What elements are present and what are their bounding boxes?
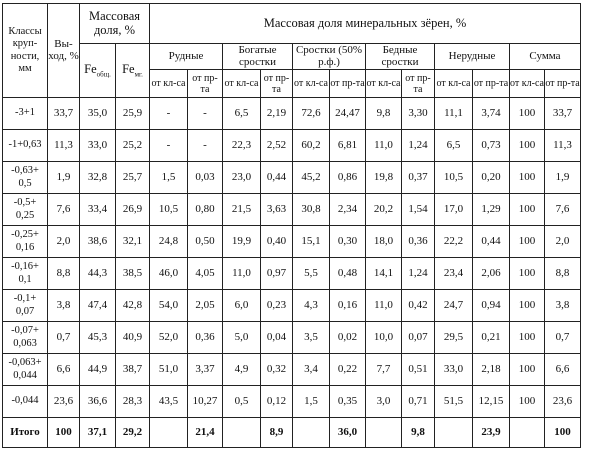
value-cell: 6,5 — [435, 130, 473, 162]
value-cell: 0,42 — [402, 290, 435, 322]
value-cell: 0,97 — [261, 258, 293, 290]
value-cell: 0,20 — [473, 162, 510, 194]
value-cell: 0,12 — [261, 386, 293, 418]
subheader-of-class: от кл-са — [510, 70, 545, 98]
value-cell: 45,3 — [80, 322, 116, 354]
value-cell: 0,03 — [188, 162, 223, 194]
table-row — [3, 162, 581, 194]
value-cell: 33,7 — [48, 98, 80, 130]
value-cell: 38,6 — [80, 226, 116, 258]
value-cell: 45,2 — [293, 162, 330, 194]
value-cell: 54,0 — [150, 290, 188, 322]
value-cell: 23,4 — [435, 258, 473, 290]
value-cell: 0,5 — [223, 386, 261, 418]
table-row — [3, 130, 581, 162]
subheader-of-class: от кл-са — [435, 70, 473, 98]
table-row — [3, 322, 581, 354]
size-class-cell: -1+0,63 — [3, 130, 48, 162]
value-cell: 15,1 — [293, 226, 330, 258]
value-cell: 100 — [510, 162, 545, 194]
value-cell: 46,0 — [150, 258, 188, 290]
value-cell: 3,0 — [366, 386, 402, 418]
value-cell: 0,36 — [402, 226, 435, 258]
value-cell: 2,19 — [261, 98, 293, 130]
table-row — [3, 194, 581, 226]
value-cell: 23,0 — [223, 162, 261, 194]
value-cell: 3,4 — [293, 354, 330, 386]
value-cell: 10,5 — [435, 162, 473, 194]
size-class-cell: -0,1+ 0,07 — [3, 290, 48, 322]
total-value-cell — [150, 418, 188, 448]
value-cell: 3,8 — [48, 290, 80, 322]
value-cell: 6,6 — [48, 354, 80, 386]
value-cell: 11,0 — [366, 130, 402, 162]
size-class-cell: -0,07+ 0,063 — [3, 322, 48, 354]
header-class: Классы круп-ности, мм — [3, 4, 48, 98]
value-cell: 0,23 — [261, 290, 293, 322]
value-cell: 1,5 — [293, 386, 330, 418]
value-cell: 2,06 — [473, 258, 510, 290]
total-value-cell: 100 — [545, 418, 581, 448]
value-cell: 6,81 — [330, 130, 366, 162]
table-row — [3, 386, 581, 418]
value-cell: 28,3 — [116, 386, 150, 418]
value-cell: 4,3 — [293, 290, 330, 322]
value-cell: 38,5 — [116, 258, 150, 290]
value-cell: 24,47 — [330, 98, 366, 130]
subheader-of-product: от пр-та — [188, 70, 223, 98]
value-cell: 0,7 — [48, 322, 80, 354]
value-cell: 33,0 — [435, 354, 473, 386]
value-cell: 29,5 — [435, 322, 473, 354]
header-group-rich-intergrowths: Богатые сростки — [223, 44, 293, 70]
size-class-cell: -0,63+ 0,5 — [3, 162, 48, 194]
value-cell: 2,05 — [188, 290, 223, 322]
value-cell: 43,5 — [150, 386, 188, 418]
value-cell: 9,8 — [366, 98, 402, 130]
total-value-cell — [435, 418, 473, 448]
value-cell: 33,0 — [80, 130, 116, 162]
total-value-cell: 29,2 — [116, 418, 150, 448]
value-cell: 21,5 — [223, 194, 261, 226]
table-row — [3, 98, 581, 130]
value-cell: 3,63 — [261, 194, 293, 226]
value-cell: 30,8 — [293, 194, 330, 226]
subheader-of-product: от пр-та — [261, 70, 293, 98]
total-value-cell — [366, 418, 402, 448]
value-cell: 23,6 — [545, 386, 581, 418]
total-value-cell: 36,0 — [330, 418, 366, 448]
value-cell: 5,5 — [293, 258, 330, 290]
value-cell: 100 — [510, 130, 545, 162]
value-cell: 38,7 — [116, 354, 150, 386]
value-cell: 7,6 — [48, 194, 80, 226]
value-cell: 72,6 — [293, 98, 330, 130]
subheader-of-product: от пр-та — [545, 70, 581, 98]
value-cell: 22,3 — [223, 130, 261, 162]
value-cell: 0,36 — [188, 322, 223, 354]
value-cell: 0,02 — [330, 322, 366, 354]
value-cell: 0,48 — [330, 258, 366, 290]
table-row — [3, 226, 581, 258]
size-class-cell: -0,5+ 0,25 — [3, 194, 48, 226]
total-value-cell: 21,4 — [188, 418, 223, 448]
size-class-cell: -3+1 — [3, 98, 48, 130]
value-cell: 32,8 — [80, 162, 116, 194]
total-value-cell: 9,8 — [402, 418, 435, 448]
value-cell: 8,8 — [545, 258, 581, 290]
subheader-of-class: от кл-са — [366, 70, 402, 98]
header-group-nonore: Нерудные — [435, 44, 510, 70]
value-cell: 11,3 — [48, 130, 80, 162]
table-container — [2, 3, 581, 448]
value-cell: 100 — [510, 98, 545, 130]
value-cell: 0,40 — [261, 226, 293, 258]
value-cell: 25,7 — [116, 162, 150, 194]
subheader-of-product: от пр-та — [473, 70, 510, 98]
value-cell: 1,5 — [150, 162, 188, 194]
value-cell: 2,34 — [330, 194, 366, 226]
total-value-cell — [510, 418, 545, 448]
value-cell: 2,52 — [261, 130, 293, 162]
table-row — [3, 290, 581, 322]
value-cell: 8,8 — [48, 258, 80, 290]
value-cell: 11,0 — [223, 258, 261, 290]
value-cell: 3,30 — [402, 98, 435, 130]
value-cell: 24,7 — [435, 290, 473, 322]
value-cell: - — [188, 130, 223, 162]
value-cell: 7,7 — [366, 354, 402, 386]
size-class-cell: -0,063+ 0,044 — [3, 354, 48, 386]
value-cell: 100 — [510, 386, 545, 418]
size-class-cell: -0,16+ 0,1 — [3, 258, 48, 290]
value-cell: 0,86 — [330, 162, 366, 194]
total-value-cell: 23,9 — [473, 418, 510, 448]
value-cell: 18,0 — [366, 226, 402, 258]
total-label: Итого — [3, 418, 48, 448]
value-cell: 0,16 — [330, 290, 366, 322]
value-cell: 42,8 — [116, 290, 150, 322]
value-cell: 6,6 — [545, 354, 581, 386]
value-cell: 32,1 — [116, 226, 150, 258]
value-cell: 23,6 — [48, 386, 80, 418]
value-cell: 100 — [510, 226, 545, 258]
value-cell: 19,8 — [366, 162, 402, 194]
value-cell: 11,3 — [545, 130, 581, 162]
value-cell: 0,07 — [402, 322, 435, 354]
value-cell: 3,5 — [293, 322, 330, 354]
value-cell: 3,74 — [473, 98, 510, 130]
value-cell: 0,04 — [261, 322, 293, 354]
value-cell: 25,2 — [116, 130, 150, 162]
value-cell: 0,71 — [402, 386, 435, 418]
value-cell: 1,29 — [473, 194, 510, 226]
value-cell: 1,54 — [402, 194, 435, 226]
value-cell: 4,9 — [223, 354, 261, 386]
value-cell: 0,7 — [545, 322, 581, 354]
header-group-intergrowths: Сростки (50% р.ф.) — [293, 44, 366, 70]
mineral-grains-table — [2, 3, 581, 448]
value-cell: 17,0 — [435, 194, 473, 226]
value-cell: 40,9 — [116, 322, 150, 354]
header-mass-share: Массовая доля, % — [80, 4, 150, 44]
value-cell: 0,37 — [402, 162, 435, 194]
value-cell: 0,80 — [188, 194, 223, 226]
header-yield: Вы-ход, % — [48, 4, 80, 98]
value-cell: 0,94 — [473, 290, 510, 322]
header-fe-magnetic: $Fe_{мг.}$ — [116, 44, 150, 98]
value-cell: 0,44 — [261, 162, 293, 194]
value-cell: 6,0 — [223, 290, 261, 322]
value-cell: - — [150, 98, 188, 130]
value-cell: 52,0 — [150, 322, 188, 354]
table-row — [3, 354, 581, 386]
header-mineral-share: Массовая доля минеральных зёрен, % — [150, 4, 581, 44]
value-cell: 10,27 — [188, 386, 223, 418]
value-cell: 19,9 — [223, 226, 261, 258]
value-cell: 6,5 — [223, 98, 261, 130]
value-cell: 0,73 — [473, 130, 510, 162]
value-cell: 11,1 — [435, 98, 473, 130]
value-cell: 100 — [510, 258, 545, 290]
subheader-of-class: от кл-са — [293, 70, 330, 98]
subheader-of-product: от пр-та — [330, 70, 366, 98]
value-cell: 3,37 — [188, 354, 223, 386]
value-cell: 1,24 — [402, 258, 435, 290]
value-cell: 11,0 — [366, 290, 402, 322]
value-cell: 44,9 — [80, 354, 116, 386]
value-cell: 0,22 — [330, 354, 366, 386]
value-cell: 1,24 — [402, 130, 435, 162]
value-cell: 35,0 — [80, 98, 116, 130]
value-cell: 4,05 — [188, 258, 223, 290]
value-cell: 0,51 — [402, 354, 435, 386]
total-value-cell: 8,9 — [261, 418, 293, 448]
total-value-cell: 37,1 — [80, 418, 116, 448]
value-cell: 25,9 — [116, 98, 150, 130]
value-cell: 0,30 — [330, 226, 366, 258]
size-class-cell: -0,044 — [3, 386, 48, 418]
header-fe-total: $Fe_{общ.}$ — [80, 44, 116, 98]
subheader-of-class: от кл-са — [150, 70, 188, 98]
value-cell: 0,21 — [473, 322, 510, 354]
table-row — [3, 258, 581, 290]
value-cell: 51,0 — [150, 354, 188, 386]
value-cell: - — [150, 130, 188, 162]
header-group-sum: Сумма — [510, 44, 581, 70]
value-cell: 7,6 — [545, 194, 581, 226]
value-cell: 60,2 — [293, 130, 330, 162]
value-cell: 51,5 — [435, 386, 473, 418]
total-value-cell: 100 — [48, 418, 80, 448]
value-cell: 100 — [510, 194, 545, 226]
header-group-poor-intergrowths: Бедные сростки — [366, 44, 435, 70]
header-group-ore: Рудные — [150, 44, 223, 70]
value-cell: 0,32 — [261, 354, 293, 386]
value-cell: 33,4 — [80, 194, 116, 226]
total-value-cell — [223, 418, 261, 448]
value-cell: 100 — [510, 354, 545, 386]
value-cell: 14,1 — [366, 258, 402, 290]
value-cell: 0,50 — [188, 226, 223, 258]
value-cell: 36,6 — [80, 386, 116, 418]
value-cell: 20,2 — [366, 194, 402, 226]
value-cell: 12,15 — [473, 386, 510, 418]
value-cell: 24,8 — [150, 226, 188, 258]
value-cell: 1,9 — [48, 162, 80, 194]
value-cell: - — [188, 98, 223, 130]
value-cell: 3,8 — [545, 290, 581, 322]
value-cell: 1,9 — [545, 162, 581, 194]
value-cell: 100 — [510, 290, 545, 322]
value-cell: 2,0 — [48, 226, 80, 258]
subheader-of-product: от пр-та — [402, 70, 435, 98]
value-cell: 0,44 — [473, 226, 510, 258]
value-cell: 10,0 — [366, 322, 402, 354]
size-class-cell: -0,25+ 0,16 — [3, 226, 48, 258]
subheader-of-class: от кл-са — [223, 70, 261, 98]
value-cell: 10,5 — [150, 194, 188, 226]
value-cell: 2,0 — [545, 226, 581, 258]
value-cell: 33,7 — [545, 98, 581, 130]
value-cell: 0,35 — [330, 386, 366, 418]
value-cell: 44,3 — [80, 258, 116, 290]
value-cell: 22,2 — [435, 226, 473, 258]
value-cell: 47,4 — [80, 290, 116, 322]
total-value-cell — [293, 418, 330, 448]
value-cell: 2,18 — [473, 354, 510, 386]
value-cell: 5,0 — [223, 322, 261, 354]
value-cell: 26,9 — [116, 194, 150, 226]
total-row — [3, 418, 581, 448]
value-cell: 100 — [510, 322, 545, 354]
